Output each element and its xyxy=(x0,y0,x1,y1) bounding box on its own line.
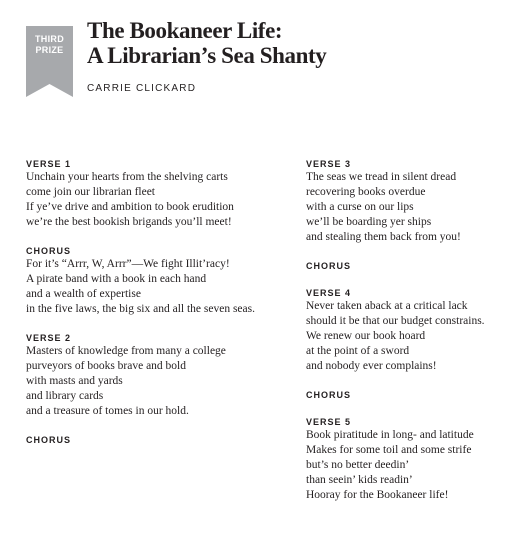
stanza-lines xyxy=(306,428,506,503)
stanza xyxy=(26,158,286,230)
verse-line: If ye’ve drive and ambition to book erudition xyxy=(26,201,234,213)
prize-badge xyxy=(26,26,73,97)
verse-line: we’re the best bookish brigands you’ll meet! xyxy=(26,216,232,228)
verse-line: than seein’ kids readin’ xyxy=(306,474,413,486)
badge-line: THIRD xyxy=(35,34,64,44)
stanza xyxy=(306,287,506,374)
verse-line: and stealing them back from you! xyxy=(306,231,461,243)
verse-line: and a treasure of tomes in our hold. xyxy=(26,405,189,417)
badge-text xyxy=(26,34,73,56)
verse-line: in the five laws, the big six and all the seven seas. xyxy=(26,303,255,315)
stanza-heading: VERSE 2 xyxy=(26,333,72,343)
stanza-heading: CHORUS xyxy=(306,390,352,400)
verse-line: Never taken aback at a critical lack xyxy=(306,300,468,312)
verse-line: with a curse on our lips xyxy=(306,201,414,213)
verse-line: we’ll be boarding yer ships xyxy=(306,216,432,228)
verse-line: and nobody ever complains! xyxy=(306,360,437,372)
verse-line: For it’s “Arrr, W, Arrr”—We fight Illit’racy! xyxy=(26,258,230,270)
stanza-lines xyxy=(26,344,286,419)
stanza xyxy=(26,434,286,446)
verse-line: should it be that our budget constrains. xyxy=(306,315,485,327)
stanza xyxy=(26,245,286,317)
stanza-heading: CHORUS xyxy=(306,261,352,271)
stanza-gap xyxy=(306,401,506,416)
stanza-lines xyxy=(306,299,506,374)
stanza-heading: CHORUS xyxy=(26,435,72,445)
verse-line: with masts and yards xyxy=(26,375,123,387)
verse-line: Masters of knowledge from many a college xyxy=(26,345,226,357)
verse-line: recovering books overdue xyxy=(306,186,426,198)
verse-line: The seas we tread in silent dread xyxy=(306,171,457,183)
stanza xyxy=(306,260,506,272)
verse-line: purveyors of books brave and bold xyxy=(26,360,187,372)
stanza-heading: CHORUS xyxy=(26,246,72,256)
stanza-heading: VERSE 4 xyxy=(306,288,352,298)
title-line-1: The Bookaneer Life: xyxy=(87,18,283,43)
left-column xyxy=(26,158,286,446)
page-title xyxy=(87,18,326,68)
stanza-heading: VERSE 1 xyxy=(26,159,72,169)
verse-line: Unchain your hearts from the shelving carts xyxy=(26,171,228,183)
stanza xyxy=(306,389,506,401)
stanza-gap xyxy=(26,419,286,434)
stanza-gap xyxy=(306,272,506,287)
stanza-heading: VERSE 5 xyxy=(306,417,352,427)
badge-line: PRIZE xyxy=(35,45,64,55)
verse-line: and a wealth of expertise xyxy=(26,288,141,300)
stanza-lines xyxy=(26,170,286,230)
stanza-gap xyxy=(306,245,506,260)
verse-line: at the point of a sword xyxy=(306,345,410,357)
stanza xyxy=(306,416,506,503)
stanza-gap xyxy=(306,374,506,389)
verse-line: and library cards xyxy=(26,390,104,402)
stanza-lines xyxy=(306,170,506,245)
verse-line: but’s no better deedin’ xyxy=(306,459,410,471)
title-line-2: A Librarian’s Sea Shanty xyxy=(87,43,327,68)
verse-line: Makes for some toil and some strife xyxy=(306,444,472,456)
verse-line: We renew our book hoard xyxy=(306,330,426,342)
stanza-lines xyxy=(26,257,286,317)
verse-line: Book piratitude in long- and latitude xyxy=(306,429,474,441)
stanza-heading: VERSE 3 xyxy=(306,159,352,169)
verse-line: A pirate band with a book in each hand xyxy=(26,273,207,285)
right-column xyxy=(306,158,506,503)
stanza-gap xyxy=(26,317,286,332)
stanza xyxy=(26,332,286,419)
author-name: CARRIE CLICKARD xyxy=(87,83,197,94)
verse-line: come join our librarian fleet xyxy=(26,186,156,198)
stanza xyxy=(306,158,506,245)
verse-line: Hooray for the Bookaneer life! xyxy=(306,489,449,501)
stanza-gap xyxy=(26,230,286,245)
